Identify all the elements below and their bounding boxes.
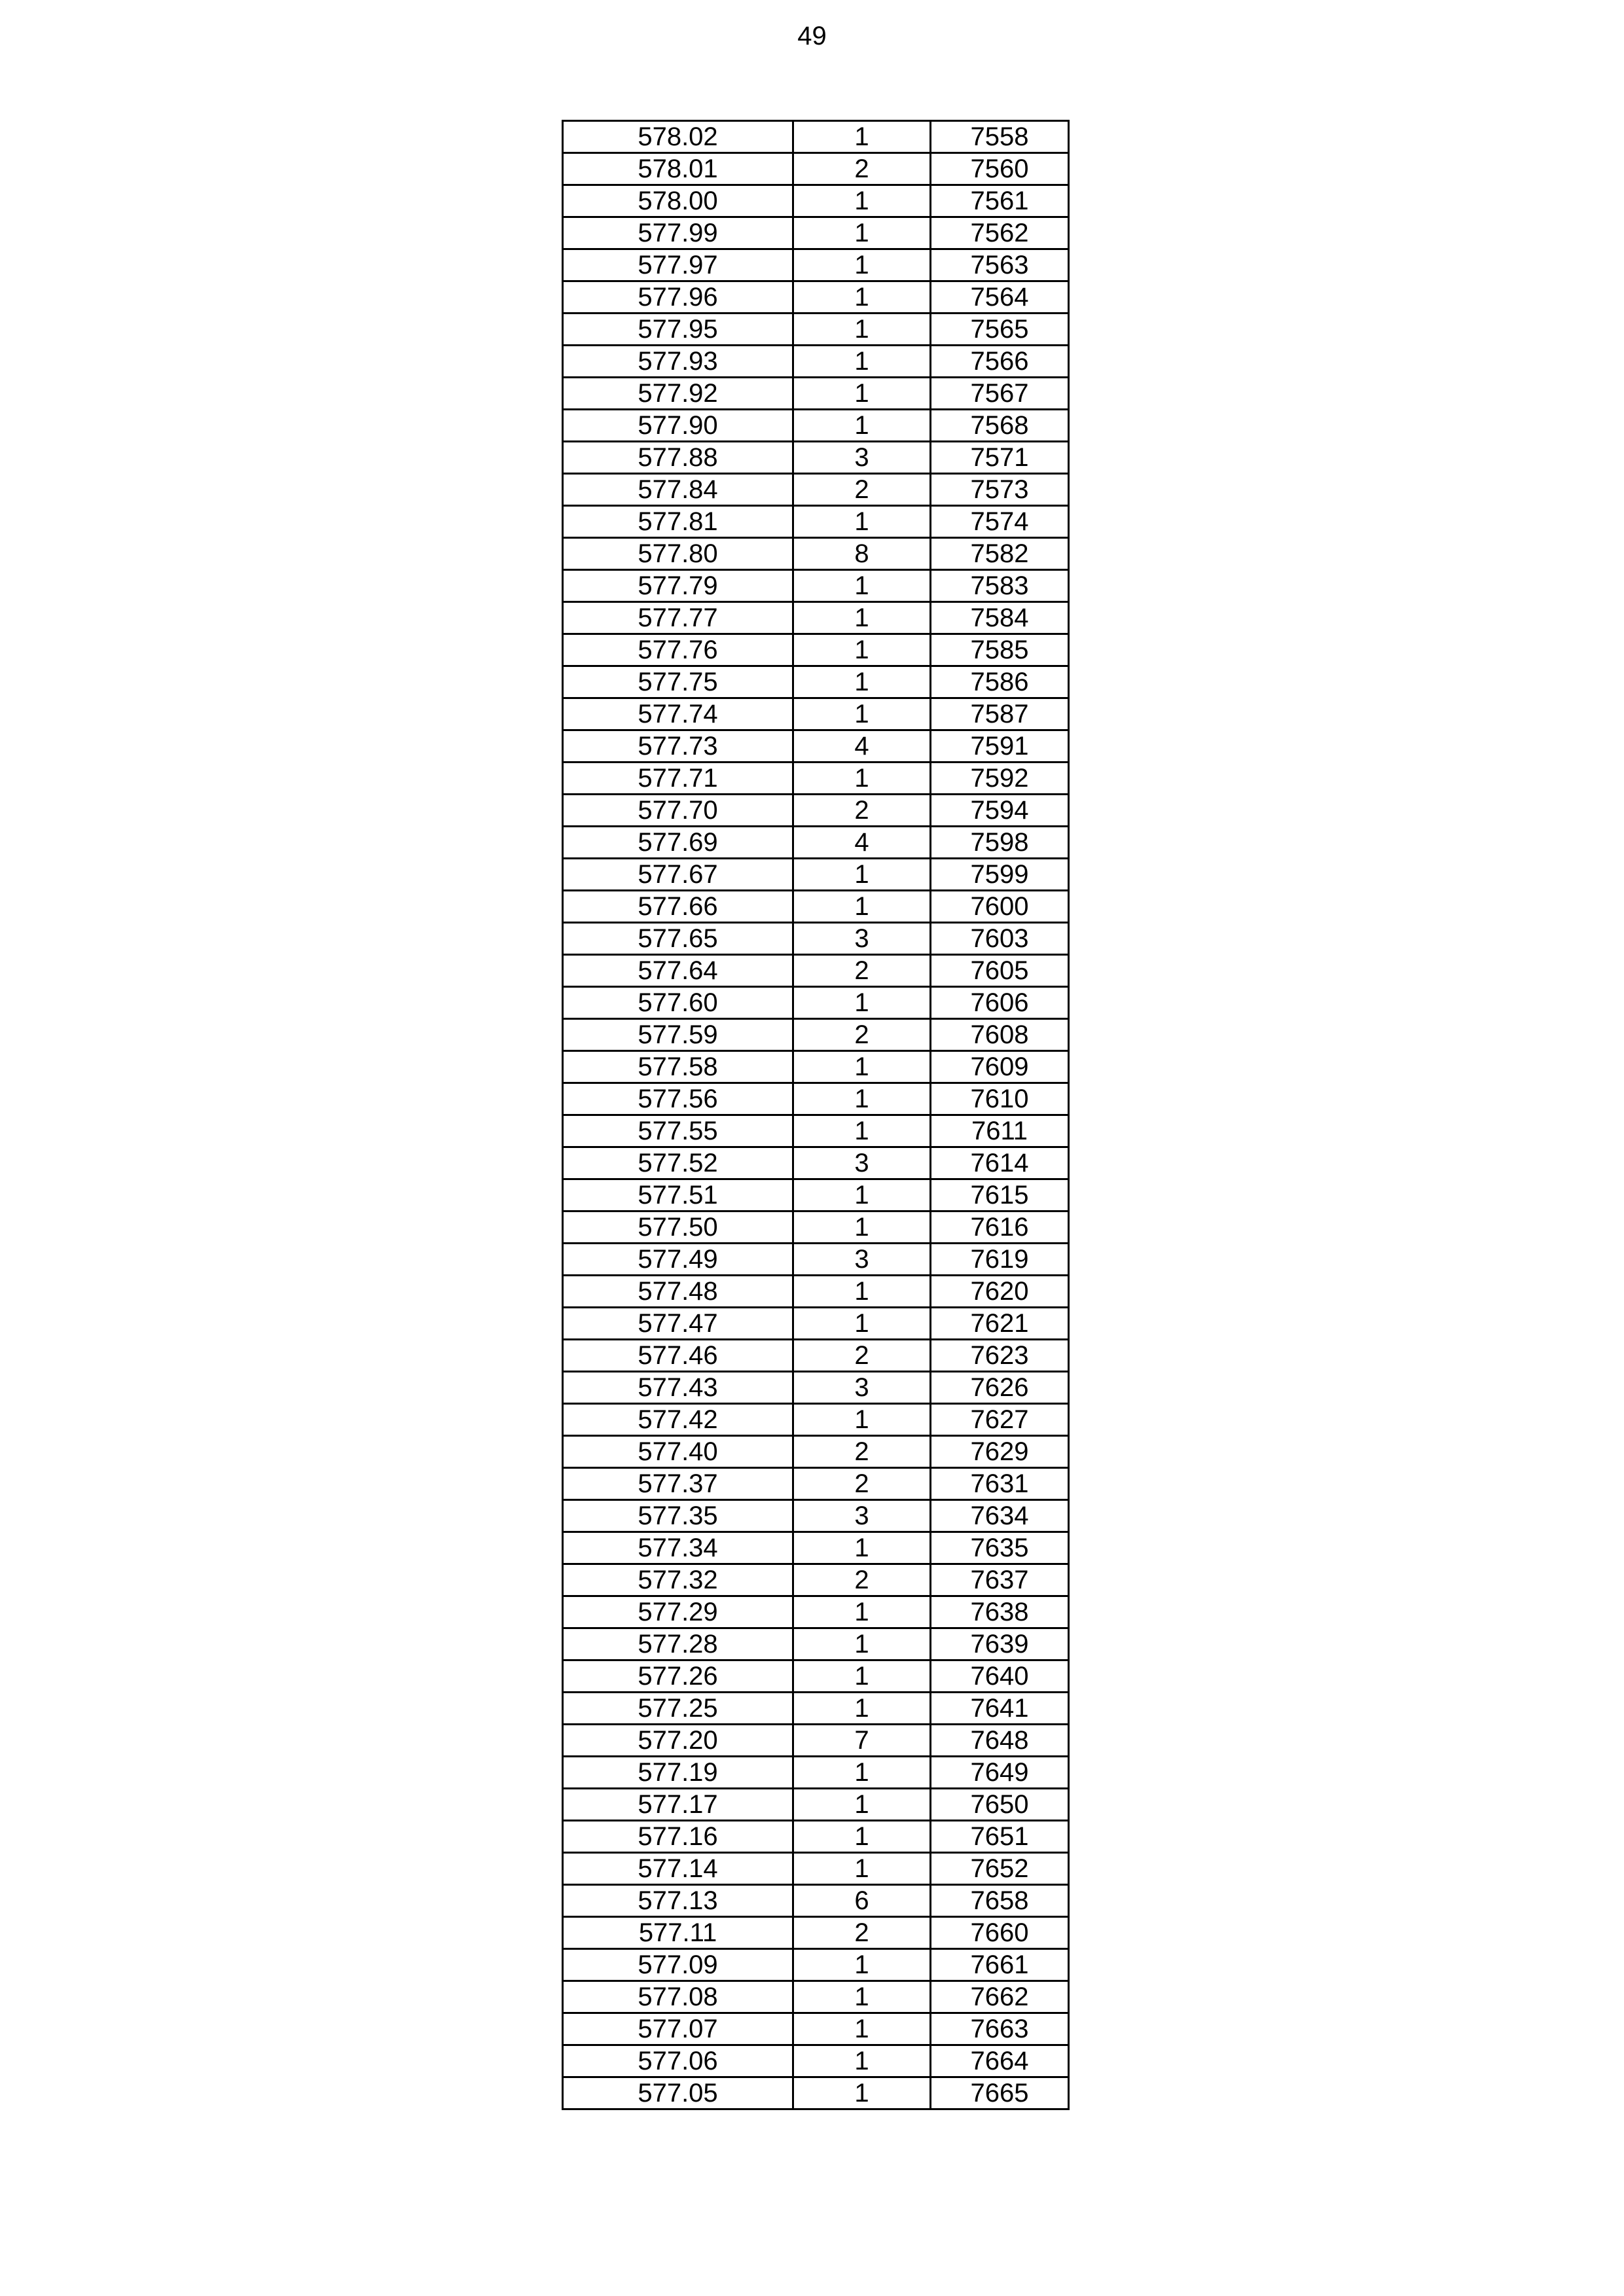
table-row (563, 1115, 1069, 1147)
cumulative-cell: 7651 (931, 1821, 1069, 1853)
quantity-cell: 1 (793, 378, 931, 410)
cumulative-cell: 7664 (931, 2045, 1069, 2077)
table-row (563, 121, 1069, 153)
table-row (563, 2077, 1069, 2109)
cumulative-cell: 7566 (931, 346, 1069, 378)
price-cell: 577.88 (563, 442, 793, 474)
cumulative-cell: 7598 (931, 827, 1069, 859)
cumulative-cell: 7638 (931, 1596, 1069, 1628)
cumulative-cell: 7626 (931, 1372, 1069, 1404)
table-row (563, 1821, 1069, 1853)
price-cell: 577.37 (563, 1468, 793, 1500)
cumulative-cell: 7564 (931, 281, 1069, 314)
cumulative-cell: 7605 (931, 955, 1069, 987)
cumulative-cell: 7584 (931, 602, 1069, 634)
table-row (563, 1725, 1069, 1757)
quantity-cell: 1 (793, 1981, 931, 2013)
cumulative-cell: 7621 (931, 1308, 1069, 1340)
cumulative-cell: 7658 (931, 1885, 1069, 1917)
quantity-cell: 1 (793, 314, 931, 346)
cumulative-cell: 7641 (931, 1693, 1069, 1725)
price-cell: 578.02 (563, 121, 793, 153)
quantity-cell: 2 (793, 1917, 931, 1949)
quantity-cell: 2 (793, 1019, 931, 1051)
price-cell: 577.71 (563, 762, 793, 795)
table-row (563, 1917, 1069, 1949)
table-row (563, 1532, 1069, 1564)
cumulative-cell: 7663 (931, 2013, 1069, 2045)
cumulative-cell: 7648 (931, 1725, 1069, 1757)
cumulative-cell: 7610 (931, 1083, 1069, 1115)
price-cell: 577.06 (563, 2045, 793, 2077)
price-cell: 577.95 (563, 314, 793, 346)
price-cell: 577.35 (563, 1500, 793, 1532)
price-cell: 577.76 (563, 634, 793, 666)
cumulative-cell: 7567 (931, 378, 1069, 410)
cumulative-cell: 7608 (931, 1019, 1069, 1051)
quantity-cell: 1 (793, 1757, 931, 1789)
table-row (563, 281, 1069, 314)
quantity-cell: 8 (793, 538, 931, 570)
table-row (563, 1244, 1069, 1276)
quantity-cell: 1 (793, 1693, 931, 1725)
table-row (563, 1404, 1069, 1436)
table-row (563, 442, 1069, 474)
cumulative-cell: 7606 (931, 987, 1069, 1019)
quantity-cell: 3 (793, 1147, 931, 1179)
table-row (563, 1372, 1069, 1404)
quantity-cell: 1 (793, 506, 931, 538)
table-row (563, 2013, 1069, 2045)
table-row (563, 1789, 1069, 1821)
cumulative-cell: 7565 (931, 314, 1069, 346)
price-cell: 577.49 (563, 1244, 793, 1276)
table-row (563, 1308, 1069, 1340)
price-cell: 577.77 (563, 602, 793, 634)
quantity-cell: 2 (793, 474, 931, 506)
cumulative-cell: 7637 (931, 1564, 1069, 1596)
quantity-cell: 3 (793, 1500, 931, 1532)
table-row (563, 314, 1069, 346)
table-row (563, 666, 1069, 698)
table-row (563, 827, 1069, 859)
price-cell: 577.79 (563, 570, 793, 602)
table-row (563, 538, 1069, 570)
cumulative-cell: 7652 (931, 1853, 1069, 1885)
cumulative-cell: 7623 (931, 1340, 1069, 1372)
table-row (563, 762, 1069, 795)
price-cell: 577.70 (563, 795, 793, 827)
table-row (563, 730, 1069, 762)
table-row (563, 1500, 1069, 1532)
cumulative-cell: 7629 (931, 1436, 1069, 1468)
cumulative-cell: 7574 (931, 506, 1069, 538)
quantity-cell: 1 (793, 2045, 931, 2077)
price-cell: 577.90 (563, 410, 793, 442)
table-row (563, 1885, 1069, 1917)
quantity-cell: 1 (793, 1179, 931, 1211)
quantity-cell: 3 (793, 442, 931, 474)
table-row (563, 1340, 1069, 1372)
quantity-cell: 4 (793, 730, 931, 762)
cumulative-cell: 7582 (931, 538, 1069, 570)
quantity-cell: 2 (793, 955, 931, 987)
price-cell: 577.65 (563, 923, 793, 955)
price-cell: 577.48 (563, 1276, 793, 1308)
price-cell: 577.17 (563, 1789, 793, 1821)
quantity-cell: 2 (793, 795, 931, 827)
table-row (563, 474, 1069, 506)
quantity-cell: 1 (793, 1211, 931, 1244)
quantity-cell: 2 (793, 1468, 931, 1500)
table-row (563, 570, 1069, 602)
cumulative-cell: 7640 (931, 1660, 1069, 1693)
price-cell: 577.50 (563, 1211, 793, 1244)
table-row (563, 602, 1069, 634)
cumulative-cell: 7634 (931, 1500, 1069, 1532)
table-row (563, 506, 1069, 538)
quantity-cell: 1 (793, 1308, 931, 1340)
quantity-cell: 1 (793, 185, 931, 217)
price-cell: 577.08 (563, 1981, 793, 2013)
quantity-cell: 1 (793, 634, 931, 666)
price-cell: 577.51 (563, 1179, 793, 1211)
table-row (563, 955, 1069, 987)
price-cell: 577.07 (563, 2013, 793, 2045)
cumulative-cell: 7571 (931, 442, 1069, 474)
quantity-cell: 3 (793, 1372, 931, 1404)
table-row (563, 1564, 1069, 1596)
table-row (563, 1019, 1069, 1051)
cumulative-cell: 7627 (931, 1404, 1069, 1436)
table-row (563, 923, 1069, 955)
price-cell: 577.92 (563, 378, 793, 410)
price-cell: 577.74 (563, 698, 793, 730)
price-cell: 578.00 (563, 185, 793, 217)
table-row (563, 1660, 1069, 1693)
price-cell: 577.26 (563, 1660, 793, 1693)
table-row (563, 153, 1069, 185)
table-row (563, 1179, 1069, 1211)
cumulative-cell: 7583 (931, 570, 1069, 602)
quantity-cell: 1 (793, 1532, 931, 1564)
table-row (563, 410, 1069, 442)
price-cell: 577.29 (563, 1596, 793, 1628)
price-cell: 577.43 (563, 1372, 793, 1404)
quantity-cell: 1 (793, 121, 931, 153)
quantity-cell: 1 (793, 859, 931, 891)
cumulative-cell: 7562 (931, 217, 1069, 249)
quantity-cell: 1 (793, 2077, 931, 2109)
cumulative-cell: 7661 (931, 1949, 1069, 1981)
price-cell: 577.14 (563, 1853, 793, 1885)
price-cell: 577.60 (563, 987, 793, 1019)
table-row (563, 1981, 1069, 2013)
table-row (563, 1693, 1069, 1725)
price-cell: 577.64 (563, 955, 793, 987)
price-cell: 577.42 (563, 1404, 793, 1436)
table-row (563, 1468, 1069, 1500)
quantity-cell: 3 (793, 1244, 931, 1276)
cumulative-cell: 7615 (931, 1179, 1069, 1211)
price-cell: 577.66 (563, 891, 793, 923)
price-cell: 577.97 (563, 249, 793, 281)
cumulative-cell: 7585 (931, 634, 1069, 666)
cumulative-cell: 7639 (931, 1628, 1069, 1660)
table-body (563, 121, 1069, 2109)
quantity-cell: 2 (793, 1340, 931, 1372)
quantity-cell: 1 (793, 1083, 931, 1115)
cumulative-cell: 7558 (931, 121, 1069, 153)
table-row (563, 634, 1069, 666)
quantity-cell: 1 (793, 217, 931, 249)
table-row (563, 1083, 1069, 1115)
cumulative-cell: 7609 (931, 1051, 1069, 1083)
cumulative-cell: 7614 (931, 1147, 1069, 1179)
price-cell: 577.52 (563, 1147, 793, 1179)
quantity-cell: 1 (793, 1115, 931, 1147)
price-cell: 577.28 (563, 1628, 793, 1660)
table-row (563, 1211, 1069, 1244)
price-cell: 577.13 (563, 1885, 793, 1917)
price-cell: 577.59 (563, 1019, 793, 1051)
cumulative-cell: 7635 (931, 1532, 1069, 1564)
price-cell: 577.16 (563, 1821, 793, 1853)
cumulative-cell: 7603 (931, 923, 1069, 955)
quantity-cell: 1 (793, 1276, 931, 1308)
quantity-cell: 1 (793, 1660, 931, 1693)
cumulative-cell: 7560 (931, 153, 1069, 185)
quantity-cell: 1 (793, 987, 931, 1019)
price-cell: 577.69 (563, 827, 793, 859)
quantity-cell: 3 (793, 923, 931, 955)
data-table (562, 120, 1070, 2110)
table-row (563, 217, 1069, 249)
cumulative-cell: 7594 (931, 795, 1069, 827)
cumulative-cell: 7561 (931, 185, 1069, 217)
cumulative-cell: 7631 (931, 1468, 1069, 1500)
cumulative-cell: 7649 (931, 1757, 1069, 1789)
table-row (563, 1949, 1069, 1981)
price-cell: 577.40 (563, 1436, 793, 1468)
table-row (563, 346, 1069, 378)
quantity-cell: 1 (793, 1821, 931, 1853)
cumulative-cell: 7568 (931, 410, 1069, 442)
cumulative-cell: 7592 (931, 762, 1069, 795)
quantity-cell: 1 (793, 891, 931, 923)
quantity-cell: 1 (793, 762, 931, 795)
quantity-cell: 2 (793, 153, 931, 185)
price-cell: 577.46 (563, 1340, 793, 1372)
table-row (563, 1628, 1069, 1660)
table-row (563, 1853, 1069, 1885)
cumulative-cell: 7586 (931, 666, 1069, 698)
table-row (563, 1051, 1069, 1083)
price-cell: 577.67 (563, 859, 793, 891)
price-cell: 577.80 (563, 538, 793, 570)
table-row (563, 1757, 1069, 1789)
table-row (563, 249, 1069, 281)
price-cell: 577.19 (563, 1757, 793, 1789)
quantity-cell: 2 (793, 1436, 931, 1468)
cumulative-cell: 7587 (931, 698, 1069, 730)
price-cell: 577.47 (563, 1308, 793, 1340)
price-cell: 577.99 (563, 217, 793, 249)
cumulative-cell: 7563 (931, 249, 1069, 281)
quantity-cell: 1 (793, 666, 931, 698)
table-row (563, 1596, 1069, 1628)
table-row (563, 185, 1069, 217)
cumulative-cell: 7600 (931, 891, 1069, 923)
price-cell: 577.20 (563, 1725, 793, 1757)
page-number: 49 (797, 22, 827, 50)
quantity-cell: 4 (793, 827, 931, 859)
table-row (563, 987, 1069, 1019)
cumulative-cell: 7599 (931, 859, 1069, 891)
table-row (563, 795, 1069, 827)
cumulative-cell: 7620 (931, 1276, 1069, 1308)
table-row (563, 1147, 1069, 1179)
quantity-cell: 1 (793, 346, 931, 378)
cumulative-cell: 7650 (931, 1789, 1069, 1821)
price-cell: 577.56 (563, 1083, 793, 1115)
quantity-cell: 1 (793, 1051, 931, 1083)
table-row (563, 1276, 1069, 1308)
cumulative-cell: 7665 (931, 2077, 1069, 2109)
table-row (563, 2045, 1069, 2077)
quantity-cell: 1 (793, 249, 931, 281)
cumulative-cell: 7662 (931, 1981, 1069, 2013)
price-cell: 577.32 (563, 1564, 793, 1596)
cumulative-cell: 7619 (931, 1244, 1069, 1276)
table-row (563, 891, 1069, 923)
cumulative-cell: 7660 (931, 1917, 1069, 1949)
quantity-cell: 1 (793, 410, 931, 442)
price-cell: 577.58 (563, 1051, 793, 1083)
price-cell: 577.93 (563, 346, 793, 378)
quantity-cell: 1 (793, 1628, 931, 1660)
quantity-cell: 1 (793, 602, 931, 634)
price-cell: 577.96 (563, 281, 793, 314)
price-cell: 577.84 (563, 474, 793, 506)
cumulative-cell: 7591 (931, 730, 1069, 762)
price-cell: 577.09 (563, 1949, 793, 1981)
quantity-cell: 7 (793, 1725, 931, 1757)
price-cell: 577.75 (563, 666, 793, 698)
quantity-cell: 1 (793, 1789, 931, 1821)
quantity-cell: 1 (793, 1596, 931, 1628)
price-cell: 577.05 (563, 2077, 793, 2109)
price-cell: 578.01 (563, 153, 793, 185)
table-row (563, 378, 1069, 410)
cumulative-cell: 7616 (931, 1211, 1069, 1244)
quantity-cell: 6 (793, 1885, 931, 1917)
cumulative-cell: 7611 (931, 1115, 1069, 1147)
cumulative-cell: 7573 (931, 474, 1069, 506)
price-cell: 577.11 (563, 1917, 793, 1949)
quantity-cell: 2 (793, 1564, 931, 1596)
quantity-cell: 1 (793, 570, 931, 602)
quantity-cell: 1 (793, 1404, 931, 1436)
price-cell: 577.34 (563, 1532, 793, 1564)
quantity-cell: 1 (793, 281, 931, 314)
price-cell: 577.55 (563, 1115, 793, 1147)
quantity-cell: 1 (793, 2013, 931, 2045)
quantity-cell: 1 (793, 1949, 931, 1981)
price-cell: 577.81 (563, 506, 793, 538)
table-row (563, 859, 1069, 891)
price-cell: 577.73 (563, 730, 793, 762)
table-row (563, 698, 1069, 730)
price-cell: 577.25 (563, 1693, 793, 1725)
quantity-cell: 1 (793, 698, 931, 730)
table-row (563, 1436, 1069, 1468)
quantity-cell: 1 (793, 1853, 931, 1885)
